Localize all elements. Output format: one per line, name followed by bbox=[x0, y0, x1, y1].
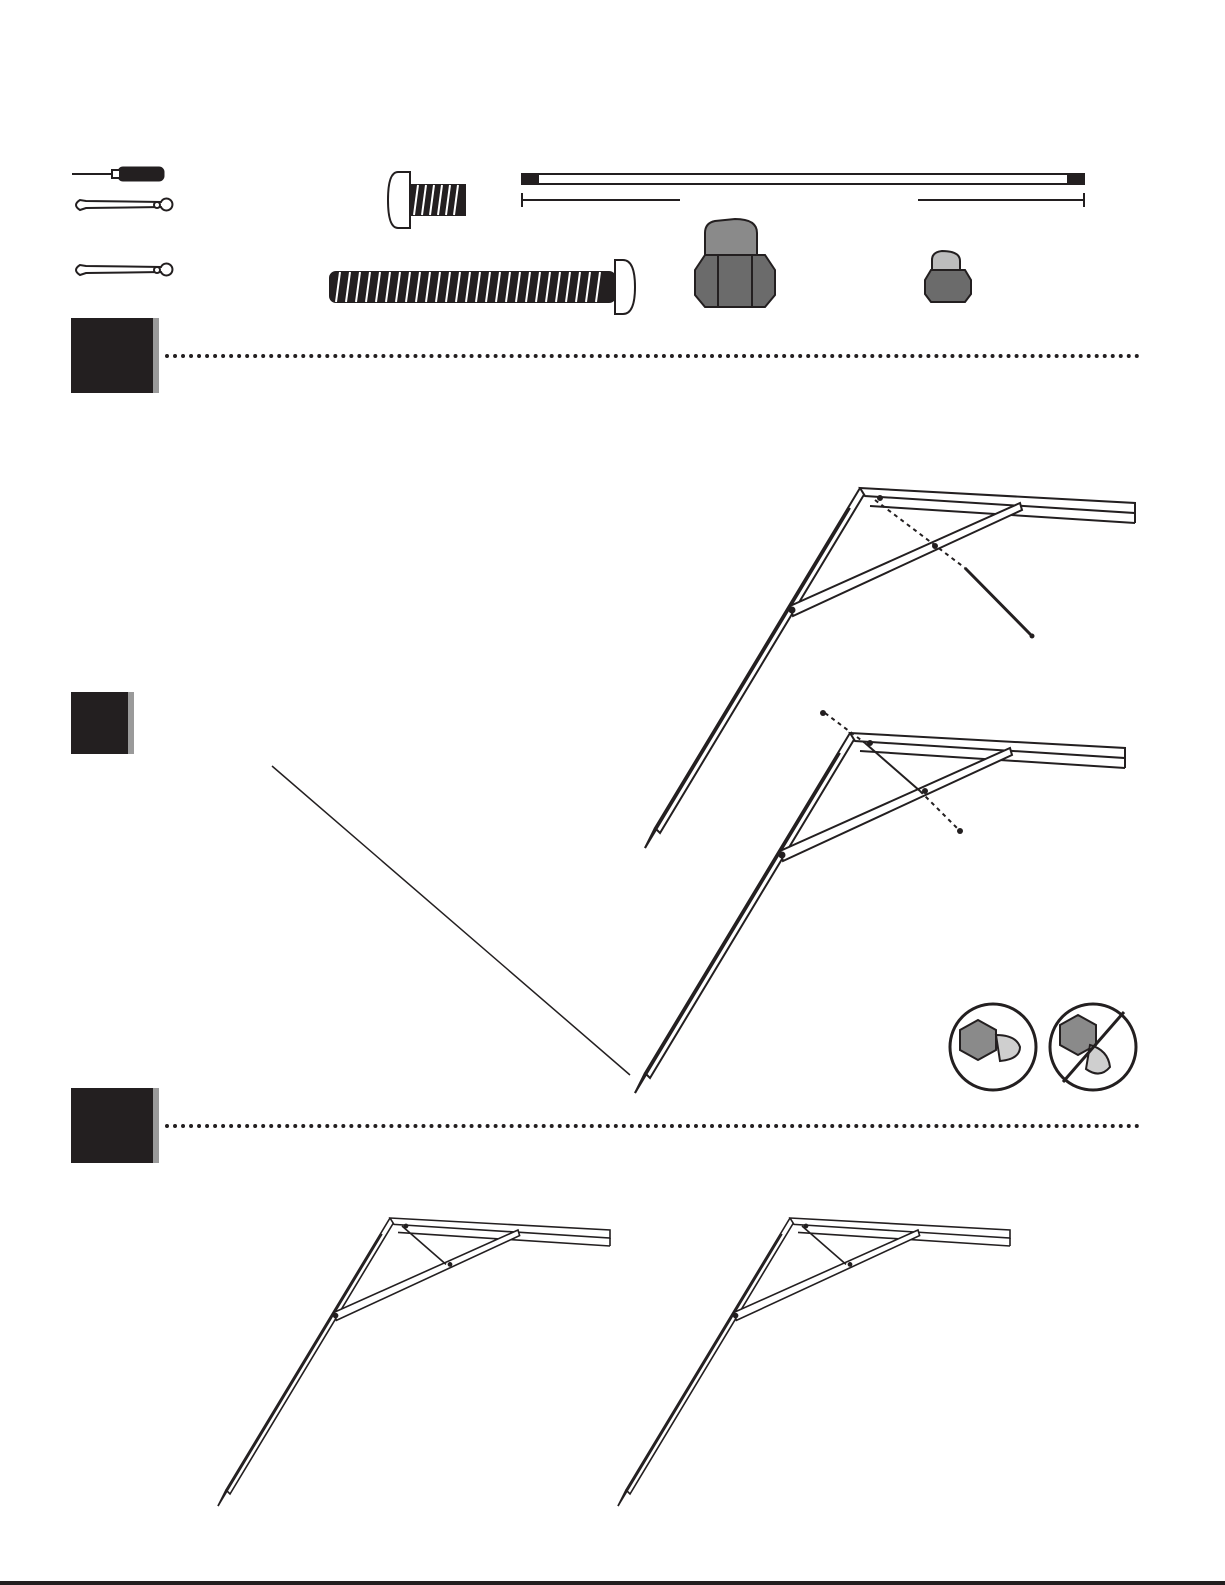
incorrect-nut-icon bbox=[1050, 1004, 1136, 1090]
leader-line bbox=[272, 766, 630, 1075]
correct-nut-icon bbox=[950, 1004, 1036, 1090]
page-bottom-rule bbox=[0, 1581, 1225, 1585]
side-frame bbox=[618, 1218, 1010, 1506]
side-frame bbox=[645, 488, 1135, 848]
side-frame bbox=[218, 1218, 610, 1506]
